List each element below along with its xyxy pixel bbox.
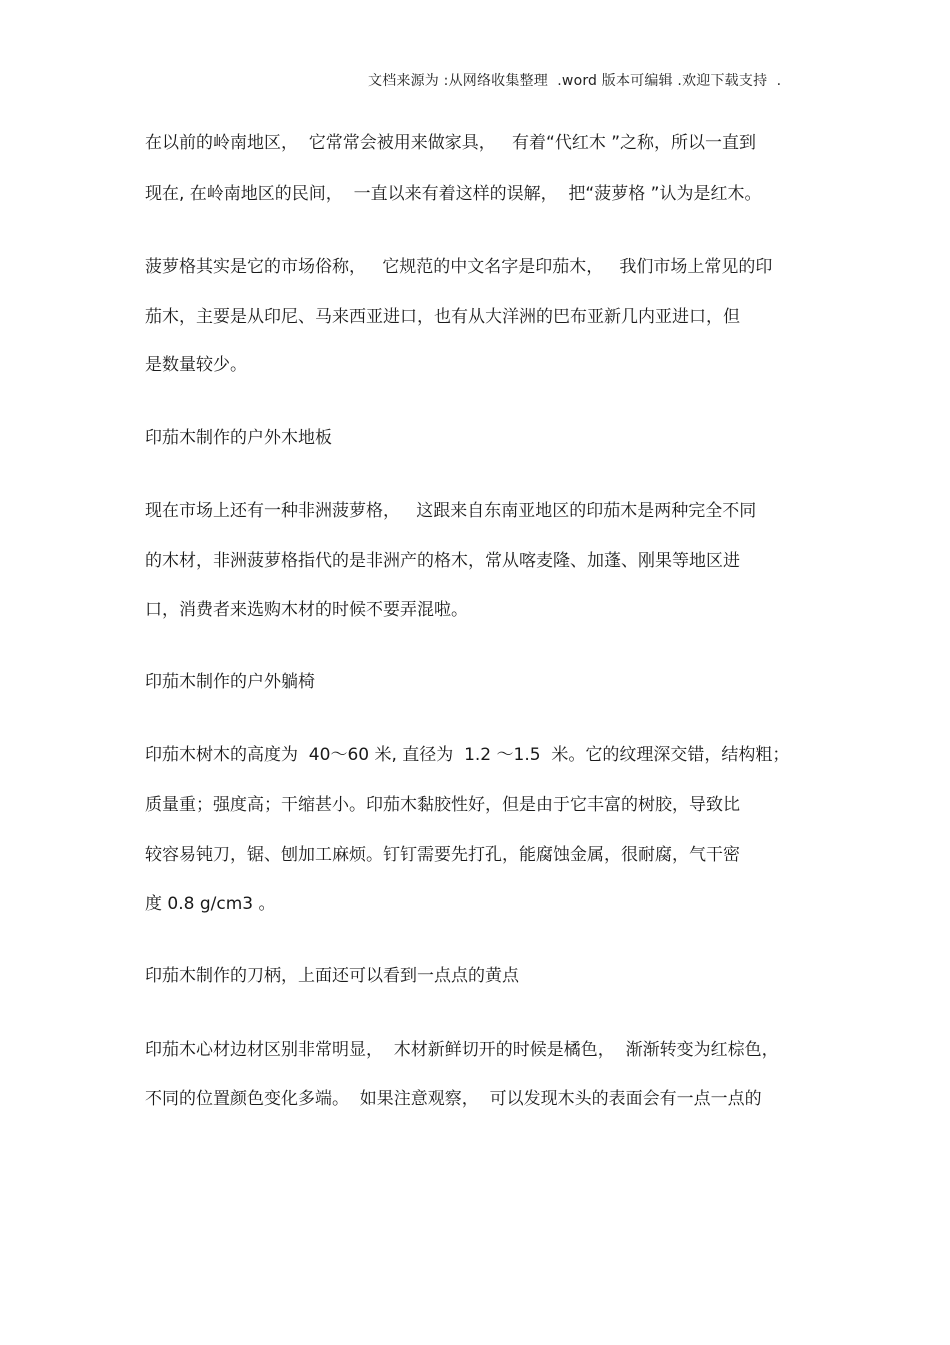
source-note-header: 文档来源为 :从网络收集整理 .word 版本可编辑 .欢迎下载支持 . bbox=[368, 73, 782, 89]
paragraph-3-line-1: 现在市场上还有一种非洲菠萝格， 这跟来自东南亚地区的印茄木是两种完全不同 bbox=[145, 501, 757, 521]
paragraph-5-line-2: 不同的位置颜色变化多端。 如果注意观察， 可以发现木头的表面会有一点一点的 bbox=[145, 1089, 762, 1109]
paragraph-2-line-1: 菠萝格其实是它的市场俗称， 它规范的中文名字是印茄木， 我们市场上常见的印 bbox=[145, 257, 773, 277]
paragraph-1-line-2: 现在, 在岭南地区的民间， 一直以来有着这样的误解， 把“菠萝格 ”认为是红木。 bbox=[145, 184, 762, 204]
paragraph-4-line-1: 印茄木树木的高度为 40～60 米, 直径为 1.2 ～1.5 米。它的纹理深交错，结构粗； bbox=[145, 745, 790, 765]
paragraph-1-line-1: 在以前的岭南地区， 它常常会被用来做家具， 有着“代红木 ”之称，所以一直到 bbox=[145, 133, 757, 153]
image-caption-knife-handle: 印茄木制作的刀柄，上面还可以看到一点点的黄点 bbox=[145, 966, 519, 986]
paragraph-4-line-2: 质量重；强度高；干缩甚小。印茄木黏胶性好，但是由于它丰富的树胶，导致比 bbox=[145, 795, 740, 815]
image-caption-floor: 印茄木制作的户外木地板 bbox=[145, 428, 332, 448]
paragraph-5-line-1: 印茄木心材边材区别非常明显， 木材新鲜切开的时候是橘色， 渐渐转变为红棕色， bbox=[145, 1040, 779, 1060]
paragraph-3-line-2: 的木材，非洲菠萝格指代的是非洲产的格木，常从喀麦隆、加蓬、刚果等地区进 bbox=[145, 551, 740, 571]
paragraph-3-line-3: 口，消费者来选购木材的时候不要弄混啦。 bbox=[145, 600, 468, 620]
image-caption-lounge-chair: 印茄木制作的户外躺椅 bbox=[145, 672, 315, 692]
paragraph-2-line-3: 是数量较少。 bbox=[145, 355, 247, 375]
paragraph-4-line-3: 较容易钝刀，锯、刨加工麻烦。钉钉需要先打孔，能腐蚀金属，很耐腐，气干密 bbox=[145, 845, 740, 865]
paragraph-4-line-4: 度 0.8 g/cm3 。 bbox=[145, 894, 276, 914]
paragraph-2-line-2: 茄木，主要是从印尼、马来西亚进口，也有从大洋洲的巴布亚新几内亚进口，但 bbox=[145, 307, 740, 327]
